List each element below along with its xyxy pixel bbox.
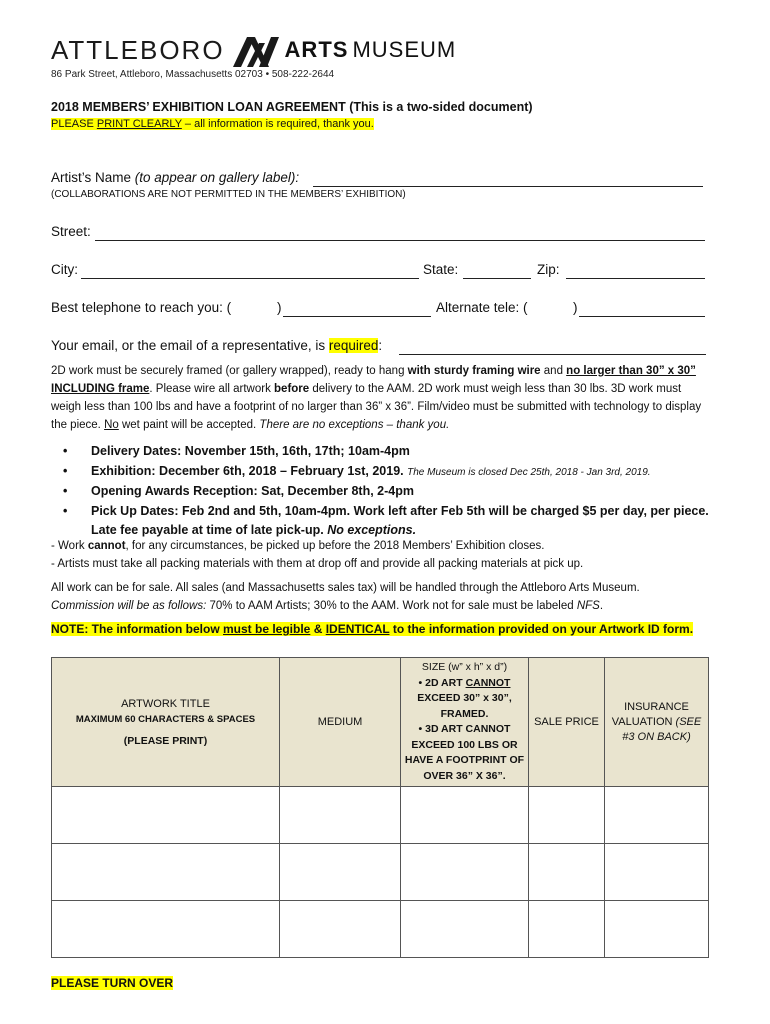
logo-mark-icon (233, 33, 279, 67)
medium-cell[interactable] (280, 844, 401, 901)
sale-price-cell[interactable] (529, 787, 605, 844)
please-turn-over: PLEASE TURN OVER (51, 976, 174, 990)
header-insurance-valuation: INSURANCE VALUATION (SEE #3 ON BACK) (605, 658, 709, 787)
email-field[interactable] (399, 340, 706, 355)
framing-rules-paragraph: 2D work must be securely framed (or gallery wrapped), ready to hang with sturdy framing wire and no larger than 30” x 30” INCLUDING frame. Please wire all artwork before delivery to the AAM. 2D work must weigh less than 30 lbs. 3D work must weigh less than 100 lbs and have a footprint of no larger than 36” x 36”. Film/video must be submitted with technology to display the piece. No wet paint will be accepted. There are no exceptions – thank you. (51, 365, 702, 431)
header-medium: MEDIUM (280, 658, 401, 787)
artwork-title-cell[interactable] (52, 844, 280, 901)
bullet-delivery-dates: • Delivery Dates: November 15th, 16th, 17th; 10am-4pm (51, 442, 716, 462)
alt-phone-label: Alternate tele: ( (436, 300, 528, 315)
size-cell[interactable] (401, 787, 529, 844)
phone-label: Best telephone to reach you: ( (51, 300, 232, 315)
bullet-pick-up-dates: • Pick Up Dates: Feb 2nd and 5th, 10am-4pm. Work left after Feb 5th will be charged $5 per day, per piece. Late fee payable at time of late pick-up. No exceptions. (51, 502, 716, 540)
street-label: Street: (51, 224, 91, 239)
phone-row: Best telephone to reach you: ( ) Alternate tele: ( ) (51, 300, 706, 315)
museum-logo (51, 30, 456, 70)
identical-info-note: NOTE: The information below must be legible & IDENTICAL to the information provided on your Artwork ID form. (51, 622, 694, 636)
city-state-zip-row (51, 262, 706, 277)
artwork-table (51, 657, 709, 958)
alt-phone-field[interactable] (579, 302, 705, 317)
zip-field[interactable] (566, 264, 705, 279)
print-clearly-instruction: PLEASE PRINT CLEARLY – all information is required, thank you. (51, 118, 374, 130)
bullet-opening-reception: • Opening Awards Reception: Sat, December 8th, 2-4pm (51, 482, 716, 502)
logo-arts: ARTS (284, 37, 349, 62)
size-cell[interactable] (401, 901, 529, 958)
city-field[interactable] (81, 264, 419, 279)
logo-museum: MUSEUM (352, 37, 457, 62)
bullet-exhibition-dates: • Exhibition: December 6th, 2018 – February 1st, 2019. The Museum is closed Dec 25th, 2018 - Jan 3rd, 2019. (51, 462, 716, 482)
artist-name-field[interactable] (313, 172, 703, 187)
dates-bullet-list (51, 442, 716, 540)
email-label: Your email, or the email of a representative, is (51, 338, 329, 353)
medium-cell[interactable] (280, 787, 401, 844)
header-sale-price: SALE PRICE (529, 658, 605, 787)
street-row (51, 224, 706, 239)
email-row: Your email, or the email of a representative, is required: (51, 338, 706, 353)
insurance-cell[interactable] (605, 787, 709, 844)
insurance-cell[interactable] (605, 844, 709, 901)
zip-label: Zip: (537, 262, 560, 277)
size-cell[interactable] (401, 844, 529, 901)
sales-paragraph: All work can be for sale. All sales (and Massachusetts sales tax) will be handled through the Attleboro Arts Museum. Commission will be as follows: 70% to AAM Artists; 30% to the AAM. Work not for sale must be labeled NFS. (51, 582, 640, 612)
city-label: City: (51, 262, 78, 277)
artwork-title-cell[interactable] (52, 787, 280, 844)
table-row (52, 787, 709, 844)
artist-name-label: Artist’s Name (51, 170, 135, 185)
museum-address: 86 Park Street, Attleboro, Massachusetts 02703 • 508-222-2644 (51, 69, 335, 80)
logo-attleboro: ATTLEBORO (51, 34, 225, 65)
collaboration-note: (COLLABORATIONS ARE NOT PERMITTED IN THE MEMBERS’ EXHIBITION) (51, 189, 406, 200)
table-row (52, 844, 709, 901)
artwork-title-cell[interactable] (52, 901, 280, 958)
artist-name-row: Artist’s Name (to appear on gallery label): (51, 170, 706, 185)
header-artwork-title: ARTWORK TITLE MAXIMUM 60 CHARACTERS & SPACES (PLEASE PRINT) (52, 658, 280, 787)
medium-cell[interactable] (280, 901, 401, 958)
insurance-cell[interactable] (605, 901, 709, 958)
table-header-row (52, 658, 709, 787)
state-label: State: (423, 262, 459, 277)
state-field[interactable] (463, 264, 531, 279)
pickup-restriction-notes: - Work cannot, for any circumstances, be picked up before the 2018 Members’ Exhibition closes. - Artists must take all packing materials with them at drop off and provide all packing materials at pick up. (51, 540, 584, 570)
phone-field[interactable] (283, 302, 431, 317)
street-field[interactable] (95, 226, 705, 241)
table-row (52, 901, 709, 958)
header-size: SIZE (w” x h” x d”) • 2D ART CANNOT EXCEED 30” x 30”, FRAMED. • 3D ART CANNOT EXCEED 100 LBS OR HAVE A FOOTPRINT OF OVER 36” X 36”. (401, 658, 529, 787)
sale-price-cell[interactable] (529, 844, 605, 901)
sale-price-cell[interactable] (529, 901, 605, 958)
form-title: 2018 MEMBERS’ EXHIBITION LOAN AGREEMENT (This is a two-sided document) (51, 100, 533, 114)
